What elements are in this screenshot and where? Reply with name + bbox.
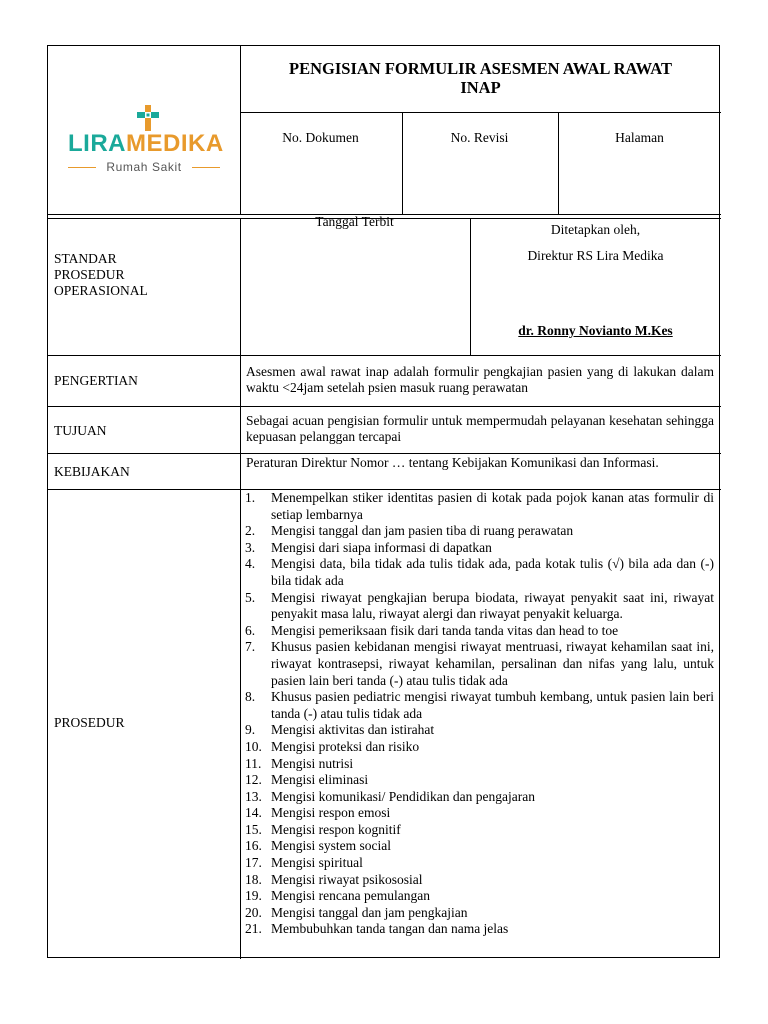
procedure-step-text: Mengisi aktivitas dan istirahat [271,722,435,738]
procedure-step-text: Khusus pasien pediatric mengisi riwayat tumbuh kembang, untuk pasien lain beri tanda (-) atau tulis tidak ada [271,689,714,721]
procedure-step-number: 8. [245,689,256,705]
procedure-step-text: Khusus pasien kebidanan mengisi riwayat mentruasi, riwayat kehamilan saat ini, riwayat kontrasepsi, riwayat kehamilan, persalinan dan nifas yang lalu, untuk pasien lain beri tanda (-) atau tulis tidak ada [271,639,714,688]
no-revisi-cell [402,112,559,215]
procedure-step [242,838,714,855]
no-revisi-label: No. Revisi [450,130,509,145]
signer-name: dr. Ronny Novianto M.Kes [518,323,673,338]
procedure-step-text: Mengisi komunikasi/ Pendidikan dan pengajaran [271,788,535,804]
logo-word-lira: LIRA [68,130,126,157]
procedure-step [242,805,714,822]
procedure-step-text: Mengisi riwayat psikososial [271,871,423,887]
procedure-step-text: Membubuhkan tanda tangan dan nama jelas [271,921,509,937]
pengertian-text-cell [240,355,721,407]
prosedur-label: PROSEDUR [54,715,125,730]
procedure-step [242,739,714,756]
hospital-logo [68,104,228,184]
kebijakan-label-cell [48,453,241,490]
procedure-step-number: 2. [245,523,256,539]
sop-label: STANDAR PROSEDUR OPERASIONAL [54,251,148,298]
prosedur-steps-cell [240,489,721,959]
procedure-step-number: 7. [245,639,256,655]
procedure-step [242,722,714,739]
logo-cell [48,46,241,215]
prosedur-label-cell [48,489,241,959]
pengertian-label-cell [48,355,241,407]
procedure-step [242,590,714,623]
procedure-step [242,905,714,922]
halaman-cell [558,112,721,215]
procedure-step [242,556,714,589]
procedure-step-number: 5. [245,589,256,605]
document-title: PENGISIAN FORMULIR ASESMEN AWAL RAWAT INAP [289,59,672,97]
procedure-step-number: 9. [245,722,256,738]
procedure-step-number: 14. [245,805,262,821]
pengertian-text: Asesmen awal rawat inap adalah formulir pengkajian pasien yang di lakukan dalam waktu <24jam setelah psien masuk ruang perawatan [246,364,714,395]
procedure-step-number: 21. [245,921,262,937]
tanggal-terbit-cell [240,214,471,356]
procedure-step [242,540,714,557]
procedure-step-text: Mengisi rencana pemulangan [271,888,430,904]
procedure-step-text: Mengisi system social [271,838,391,854]
procedure-step [242,689,714,722]
pengertian-label: PENGERTIAN [54,373,138,388]
procedure-step [242,855,714,872]
logo-line-right [192,167,220,168]
procedure-step-number: 3. [245,539,256,555]
logo-subtitle: Rumah Sakit [106,160,182,174]
procedure-step-text: Mengisi respon kognitif [271,821,401,837]
procedure-step-text: Mengisi respon emosi [271,805,391,821]
procedure-step-number: 18. [245,871,262,887]
sop-label-cell [48,218,241,356]
sop-document [47,45,720,958]
kebijakan-text-cell [240,453,721,490]
procedure-step [242,772,714,789]
procedure-step-number: 11. [245,755,262,771]
tujuan-label-cell [48,406,241,454]
prosedur-steps-list [242,490,714,938]
tujuan-text-cell [240,406,721,454]
procedure-step [242,789,714,806]
procedure-step [242,822,714,839]
procedure-step [242,756,714,773]
procedure-step-number: 20. [245,904,262,920]
logo-wordmark [68,130,224,158]
procedure-step-text: Mengisi tanggal dan jam pengkajian [271,904,468,920]
procedure-step-text: Mengisi tanggal dan jam pasien tiba di ruang perawatan [271,523,574,539]
procedure-step [242,523,714,540]
procedure-step-text: Menempelkan stiker identitas pasien di kotak pada pojok kanan atas formulir di setiap lembarnya [271,490,714,522]
ditetapkan-cell [470,218,721,356]
tujuan-label: TUJUAN [54,423,107,438]
kebijakan-text: Peraturan Direktur Nomor … tentang Kebijakan Komunikasi dan Informasi. [246,455,659,470]
procedure-step-number: 13. [245,788,262,804]
procedure-step-text: Mengisi spiritual [271,855,363,871]
procedure-step-number: 16. [245,838,262,854]
procedure-step-text: Mengisi riwayat pengkajian berupa biodata, riwayat penyakit saat ini, riwayat penyakit masa lalu, riwayat alergi dan riwayat penyakit keluarga. [271,589,714,622]
procedure-step-text: Mengisi proteksi dan risiko [271,738,420,754]
ditetapkan-label: Ditetapkan oleh, [550,222,641,237]
procedure-step-text: Mengisi nutrisi [271,755,354,771]
kebijakan-label: KEBIJAKAN [54,464,130,479]
procedure-step-number: 1. [245,490,256,505]
procedure-step-number: 19. [245,888,262,904]
tanggal-terbit-label: Tanggal Terbit [315,214,394,229]
medical-cross-icon [137,105,159,131]
procedure-step-text: Mengisi pemeriksaan fisik dari tanda tanda vitas dan head to toe [271,622,619,638]
no-dokumen-cell [240,112,403,215]
tujuan-text: Sebagai acuan pengisian formulir untuk mempermudah pelayanan kesehatan sehingga kepuasan pelanggan tercapai [246,413,714,444]
procedure-step-number: 12. [245,772,262,788]
procedure-step-number: 4. [245,556,256,572]
procedure-step-text: Mengisi data, bila tidak ada tulis tidak ada, pada kotak tulis (√) bila ada dan (-) bila tidak ada [271,556,714,588]
procedure-step [242,872,714,889]
direktur-label: Direktur RS Lira Medika [527,248,664,263]
procedure-step-number: 15. [245,821,262,837]
procedure-step-number: 17. [245,855,262,871]
procedure-step-text: Mengisi eliminasi [271,772,369,788]
procedure-step [242,888,714,905]
procedure-step-number: 6. [245,622,256,638]
procedure-step [242,623,714,640]
logo-word-medika: MEDIKA [126,130,224,157]
procedure-step [242,490,714,523]
procedure-step [242,639,714,689]
title-cell [240,46,721,113]
procedure-step-text: Mengisi dari siapa informasi di dapatkan [271,539,492,555]
procedure-step-number: 10. [245,738,262,754]
procedure-step [242,921,714,938]
no-dokumen-label: No. Dokumen [282,130,359,145]
halaman-label: Halaman [615,130,664,145]
